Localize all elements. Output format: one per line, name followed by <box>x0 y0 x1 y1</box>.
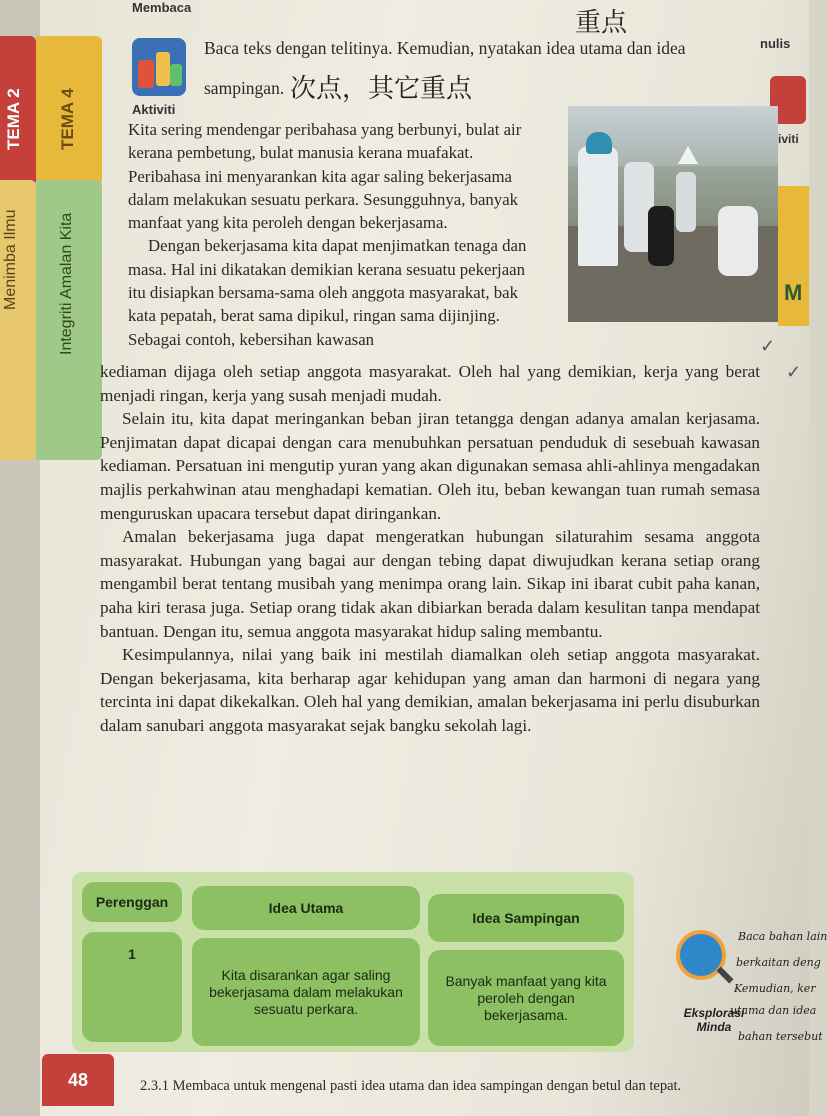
tab-tema-4-label: TEMA 4 <box>58 88 77 150</box>
learning-standard: 2.3.1 Membaca untuk mengenal pasti idea utama dan idea sampingan dengan betul dan tepat. <box>140 1078 682 1094</box>
tab-integriti-label: Integriti Amalan Kita <box>58 212 75 355</box>
eksplorasi-hand-5: bahan tersebut <box>738 1030 823 1043</box>
scene-illustration-icon <box>132 38 186 96</box>
community-cleanup-photo <box>568 106 778 322</box>
paragraph-4: Amalan bekerjasama juga dapat mengeratkan hubungan silaturahim sesama anggota masyarakat. Hubungan yang bagai aur dengan tebing dapat diwujudkan kerana setiap orang mengambil berat tentang musibah yang menimpa orang lain. Sikap ini ibarat cubit paha kanan, paha kiri terasa juga. Setiap orang tidak akan dibiarkan berada dalam kesulitan tanpa mendapat bantuan. Dengan itu, semua anggota masyarakat hidup saling membantu. <box>100 527 760 641</box>
handwritten-note-top: 重点 <box>575 8 628 38</box>
table-header-idea-sampingan: Idea Sampingan <box>428 894 624 942</box>
eksplorasi-hand-2: berkaitan deng <box>736 956 821 969</box>
right-cut-letter: M <box>784 280 803 305</box>
eksplorasi-hand-3: Kemudian, ker <box>734 982 816 995</box>
paragraph-2-start: Dengan bekerjasama kita dapat menjimatkan tenaga dan masa. Hal ini dikatakan demikian kerana sesuatu pekerjaan itu disiapkan bersama-sama oleh anggota masyarakat, bak kata pepatah, berat sama dipikul, ringan sama dijinjing. Sebagai contoh, kebersihan kawasan <box>128 236 527 349</box>
table-cell-perenggan: 1 <box>82 932 182 1042</box>
table-header-idea-utama: Idea Utama <box>192 886 420 930</box>
tab-tema-2-label: TEMA 2 <box>4 88 23 150</box>
main-text <box>100 360 760 738</box>
right-cut-text: nulis <box>760 36 791 51</box>
paragraph-1: Kita sering mendengar peribahasa yang berbunyi, bulat air kerana pembetung, bulat manusia kerana muafakat. Peribahasa ini menyarankan kita agar saling bekerjasama dalam melakukan sesuatu perkara. Sesungguhnya, banyak manfaat yang kita peroleh dengan bekerjasama. <box>128 120 522 233</box>
paragraph-2-continued: kediaman dijaga oleh setiap anggota masyarakat. Oleh hal yang demikian, kerja yang berat menjadi ringan, kerja yang susah menjadi mudah. <box>100 362 760 405</box>
eksplorasi-subtitle: Minda <box>696 1020 732 1034</box>
checkmark-icon: ✓ <box>786 362 802 382</box>
table-header-perenggan: Perenggan <box>82 882 182 922</box>
right-cut-activity: iviti <box>778 132 799 146</box>
tab-menimba-ilmu-label: Menimba Ilmu <box>2 209 19 310</box>
handwritten-note-instruction: 次点，其它重点 <box>290 74 473 104</box>
eksplorasi-hand-1: Baca bahan lain <box>738 930 827 943</box>
table-cell-idea-sampingan: Banyak manfaat yang kita peroleh dengan bekerjasama. <box>428 950 624 1046</box>
activity-label: Aktiviti <box>132 102 176 117</box>
activity-paragraph <box>128 118 546 351</box>
section-header: Membaca <box>132 0 192 15</box>
paragraph-5: Kesimpulannya, nilai yang baik ini mestilah diamalkan oleh setiap anggota masyarakat. Dengan bekerjasama, kita berharap agar kehidupan yang aman dan harmoni di negara yang tercinta ini dapat dikekalkan. Oleh hal yang demikian, amalan bekerjasama ini perlu disuburkan dalam sanubari anggota masyarakat sejak bangku sekolah lagi. <box>100 645 760 735</box>
checkmark-icon: ✓ <box>760 336 776 356</box>
instruction-line-1: Baca teks dengan telitinya. Kemudian, nyatakan idea utama dan idea <box>204 38 686 58</box>
paragraph-3: Selain itu, kita dapat meringankan beban jiran tetangga dengan adanya amalan kerjasama. Penjimatan dapat dicapai dengan cara menubuhkan persatuan penduduk di sesebuah kawasan kediaman. Persatuan ini mengutip yuran yang akan digunakan semasa ahli-ahlinya mengadakan majlis perkahwinan atau menghadapi kematian. Oleh itu, beban kewangan tuan rumah semasa menguruskan upacara tersebut dapat diringankan. <box>100 409 760 523</box>
magnifier-handle <box>717 967 734 984</box>
instruction-line-2: sampingan. <box>204 78 285 98</box>
eksplorasi-title: Eksplorasi <box>683 1006 745 1020</box>
page-number: 48 <box>42 1054 114 1106</box>
table-cell-idea-utama: Kita disarankan agar saling bekerjasama dalam melakukan sesuatu perkara. <box>192 938 420 1046</box>
eksplorasi-hand-4: utama dan idea <box>730 1004 817 1017</box>
